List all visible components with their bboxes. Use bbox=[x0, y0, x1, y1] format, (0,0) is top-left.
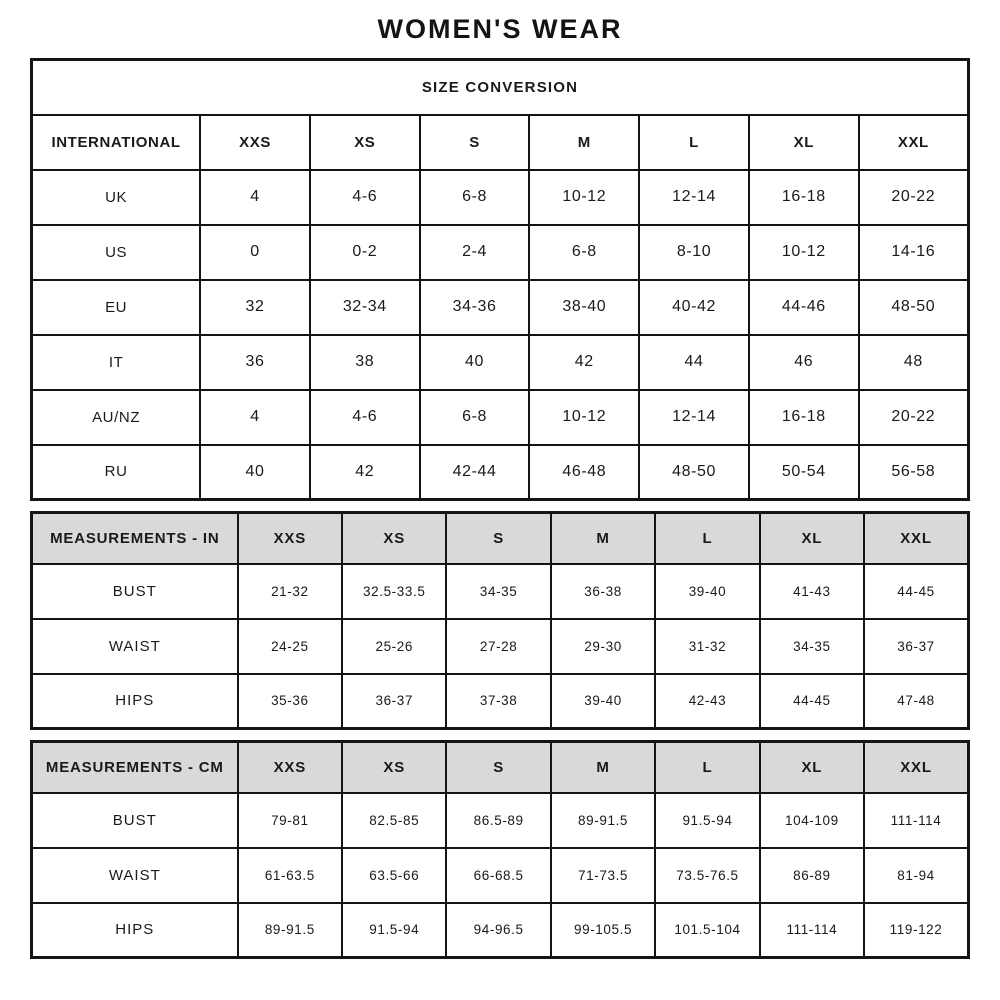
value-cell: 6-8 bbox=[529, 225, 639, 280]
value-cell: 20-22 bbox=[859, 390, 969, 445]
size-column-header: XXS bbox=[238, 742, 342, 793]
value-cell: 8-10 bbox=[639, 225, 749, 280]
table-row bbox=[32, 674, 969, 729]
value-cell: 48-50 bbox=[639, 445, 749, 500]
value-cell: 0-2 bbox=[310, 225, 420, 280]
value-cell: 89-91.5 bbox=[551, 793, 655, 848]
value-cell: 34-35 bbox=[760, 619, 864, 674]
value-cell: 4 bbox=[200, 170, 310, 225]
value-cell: 37-38 bbox=[446, 674, 550, 729]
value-cell: 2-4 bbox=[420, 225, 530, 280]
value-cell: 39-40 bbox=[551, 674, 655, 729]
size-conversion-body bbox=[32, 170, 969, 500]
value-cell: 66-68.5 bbox=[446, 848, 550, 903]
table-row bbox=[32, 848, 969, 903]
size-column-header: XXS bbox=[200, 115, 310, 170]
size-column-header: M bbox=[529, 115, 639, 170]
value-cell: 94-96.5 bbox=[446, 903, 550, 958]
value-cell: 6-8 bbox=[420, 390, 530, 445]
value-cell: 16-18 bbox=[749, 170, 859, 225]
value-cell: 41-43 bbox=[760, 564, 864, 619]
value-cell: 111-114 bbox=[760, 903, 864, 958]
size-column-header: M bbox=[551, 742, 655, 793]
column-header-row bbox=[32, 513, 969, 564]
value-cell: 32.5-33.5 bbox=[342, 564, 446, 619]
value-cell: 89-91.5 bbox=[238, 903, 342, 958]
value-cell: 44-46 bbox=[749, 280, 859, 335]
value-cell: 46 bbox=[749, 335, 859, 390]
value-cell: 42-44 bbox=[420, 445, 530, 500]
value-cell: 40-42 bbox=[639, 280, 749, 335]
value-cell: 48-50 bbox=[859, 280, 969, 335]
value-cell: 47-48 bbox=[864, 674, 968, 729]
value-cell: 119-122 bbox=[864, 903, 968, 958]
value-cell: 42 bbox=[529, 335, 639, 390]
value-cell: 32-34 bbox=[310, 280, 420, 335]
size-column-header: XS bbox=[310, 115, 420, 170]
size-column-header: XXS bbox=[238, 513, 342, 564]
value-cell: 10-12 bbox=[529, 390, 639, 445]
measurements-cm-table bbox=[30, 740, 970, 959]
value-cell: 16-18 bbox=[749, 390, 859, 445]
value-cell: 101.5-104 bbox=[655, 903, 759, 958]
value-cell: 36-37 bbox=[864, 619, 968, 674]
table-caption: SIZE CONVERSION bbox=[32, 60, 969, 115]
value-cell: 39-40 bbox=[655, 564, 759, 619]
value-cell: 36-37 bbox=[342, 674, 446, 729]
row-label: WAIST bbox=[32, 619, 238, 674]
row-label: EU bbox=[32, 280, 201, 335]
size-column-header: S bbox=[420, 115, 530, 170]
measurements-in-body bbox=[32, 564, 969, 729]
value-cell: 61-63.5 bbox=[238, 848, 342, 903]
value-cell: 42 bbox=[310, 445, 420, 500]
value-cell: 20-22 bbox=[859, 170, 969, 225]
value-cell: 42-43 bbox=[655, 674, 759, 729]
row-label: IT bbox=[32, 335, 201, 390]
measurements-in-table bbox=[30, 511, 970, 730]
value-cell: 4-6 bbox=[310, 390, 420, 445]
value-cell: 50-54 bbox=[749, 445, 859, 500]
table-row bbox=[32, 390, 969, 445]
table-row bbox=[32, 793, 969, 848]
value-cell: 25-26 bbox=[342, 619, 446, 674]
table-row bbox=[32, 903, 969, 958]
value-cell: 40 bbox=[200, 445, 310, 500]
value-cell: 21-32 bbox=[238, 564, 342, 619]
value-cell: 111-114 bbox=[864, 793, 968, 848]
row-label: RU bbox=[32, 445, 201, 500]
value-cell: 4-6 bbox=[310, 170, 420, 225]
value-cell: 6-8 bbox=[420, 170, 530, 225]
column-header-row bbox=[32, 115, 969, 170]
value-cell: 35-36 bbox=[238, 674, 342, 729]
value-cell: 91.5-94 bbox=[342, 903, 446, 958]
size-column-header: L bbox=[655, 742, 759, 793]
size-column-header: S bbox=[446, 742, 550, 793]
size-column-header: L bbox=[655, 513, 759, 564]
size-column-header: S bbox=[446, 513, 550, 564]
value-cell: 40 bbox=[420, 335, 530, 390]
size-column-header: XL bbox=[760, 513, 864, 564]
value-cell: 38-40 bbox=[529, 280, 639, 335]
value-cell: 4 bbox=[200, 390, 310, 445]
row-label: UK bbox=[32, 170, 201, 225]
table-row bbox=[32, 445, 969, 500]
size-column-header: XXL bbox=[864, 513, 968, 564]
value-cell: 46-48 bbox=[529, 445, 639, 500]
value-cell: 12-14 bbox=[639, 390, 749, 445]
value-cell: 86-89 bbox=[760, 848, 864, 903]
value-cell: 14-16 bbox=[859, 225, 969, 280]
value-cell: 29-30 bbox=[551, 619, 655, 674]
value-cell: 12-14 bbox=[639, 170, 749, 225]
value-cell: 27-28 bbox=[446, 619, 550, 674]
row-label-header: MEASUREMENTS - IN bbox=[32, 513, 238, 564]
value-cell: 82.5-85 bbox=[342, 793, 446, 848]
table-row bbox=[32, 170, 969, 225]
value-cell: 71-73.5 bbox=[551, 848, 655, 903]
size-column-header: XS bbox=[342, 513, 446, 564]
table-row bbox=[32, 619, 969, 674]
row-label: HIPS bbox=[32, 674, 238, 729]
value-cell: 56-58 bbox=[859, 445, 969, 500]
size-column-header: M bbox=[551, 513, 655, 564]
value-cell: 79-81 bbox=[238, 793, 342, 848]
value-cell: 31-32 bbox=[655, 619, 759, 674]
size-column-header: L bbox=[639, 115, 749, 170]
row-label: HIPS bbox=[32, 903, 238, 958]
value-cell: 48 bbox=[859, 335, 969, 390]
value-cell: 24-25 bbox=[238, 619, 342, 674]
value-cell: 104-109 bbox=[760, 793, 864, 848]
page-title: WOMEN'S WEAR bbox=[377, 14, 623, 44]
size-column-header: XL bbox=[760, 742, 864, 793]
value-cell: 34-35 bbox=[446, 564, 550, 619]
value-cell: 99-105.5 bbox=[551, 903, 655, 958]
value-cell: 44-45 bbox=[864, 564, 968, 619]
row-label-header: MEASUREMENTS - CM bbox=[32, 742, 238, 793]
row-label: BUST bbox=[32, 564, 238, 619]
size-column-header: XS bbox=[342, 742, 446, 793]
table-row bbox=[32, 225, 969, 280]
size-column-header: XXL bbox=[859, 115, 969, 170]
column-header-row bbox=[32, 742, 969, 793]
table-caption-row bbox=[32, 60, 969, 115]
row-label-header: INTERNATIONAL bbox=[32, 115, 201, 170]
row-label: AU/NZ bbox=[32, 390, 201, 445]
table-row bbox=[32, 335, 969, 390]
row-label: US bbox=[32, 225, 201, 280]
value-cell: 38 bbox=[310, 335, 420, 390]
value-cell: 44 bbox=[639, 335, 749, 390]
size-conversion-table bbox=[30, 58, 970, 501]
value-cell: 36 bbox=[200, 335, 310, 390]
value-cell: 0 bbox=[200, 225, 310, 280]
value-cell: 73.5-76.5 bbox=[655, 848, 759, 903]
value-cell: 81-94 bbox=[864, 848, 968, 903]
row-label: WAIST bbox=[32, 848, 238, 903]
table-row bbox=[32, 564, 969, 619]
measurements-cm-body bbox=[32, 793, 969, 958]
value-cell: 63.5-66 bbox=[342, 848, 446, 903]
value-cell: 91.5-94 bbox=[655, 793, 759, 848]
value-cell: 10-12 bbox=[529, 170, 639, 225]
size-column-header: XXL bbox=[864, 742, 968, 793]
value-cell: 34-36 bbox=[420, 280, 530, 335]
value-cell: 86.5-89 bbox=[446, 793, 550, 848]
value-cell: 32 bbox=[200, 280, 310, 335]
row-label: BUST bbox=[32, 793, 238, 848]
size-column-header: XL bbox=[749, 115, 859, 170]
value-cell: 36-38 bbox=[551, 564, 655, 619]
value-cell: 44-45 bbox=[760, 674, 864, 729]
value-cell: 10-12 bbox=[749, 225, 859, 280]
table-row bbox=[32, 280, 969, 335]
